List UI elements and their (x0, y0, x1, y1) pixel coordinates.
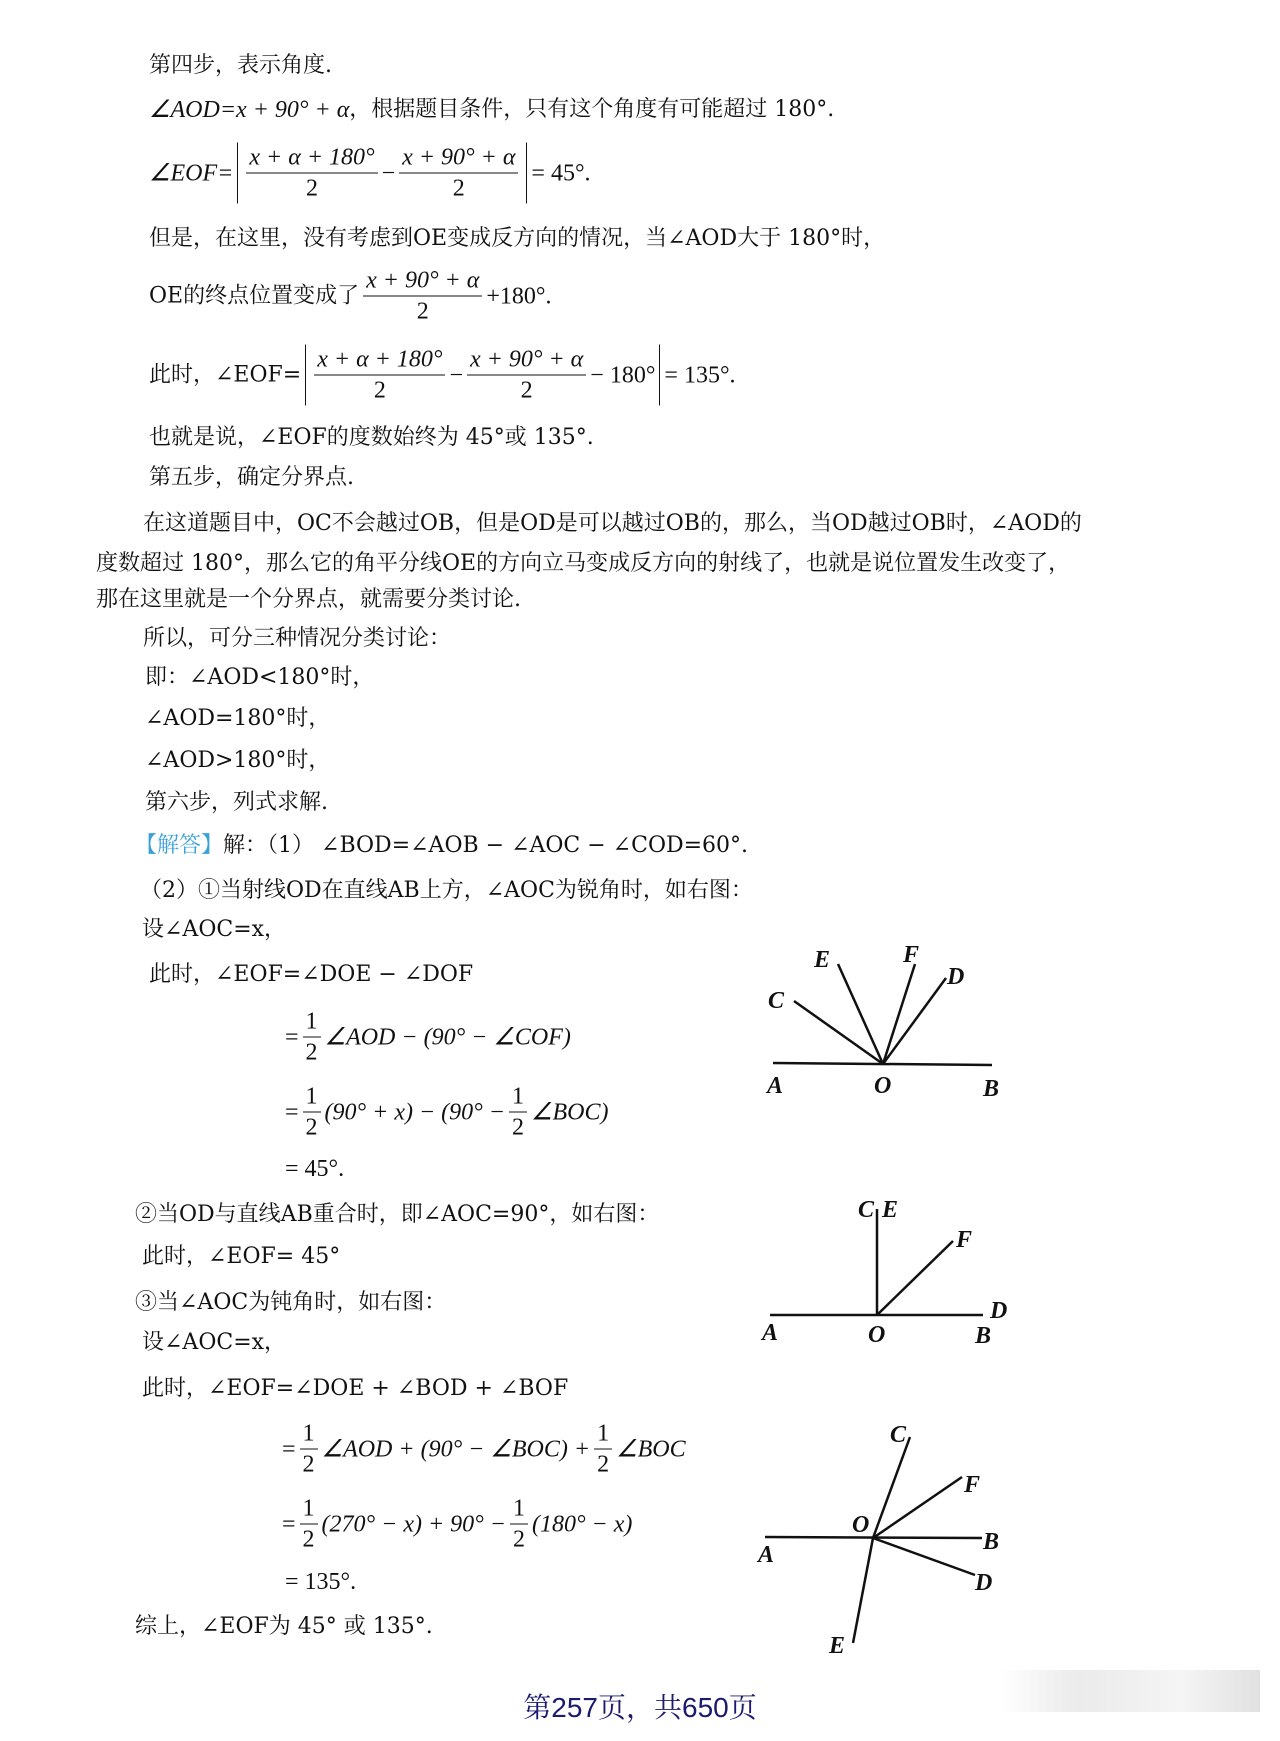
figure-2 (770, 1209, 983, 1315)
aod-expr: x + 90° + α (236, 97, 350, 123)
figure-1 (773, 964, 992, 1065)
label-d: D (975, 1570, 993, 1596)
numerator: x + 90° + α (399, 143, 518, 174)
label-c: C (768, 988, 785, 1014)
fraction (399, 143, 518, 204)
case1-title: （2）①当射线OD在直线AB上方，∠AOC为锐角时，如右图： (140, 878, 753, 903)
denominator: 2 (452, 175, 465, 202)
line-ab (765, 1537, 982, 1538)
numerator: 1 (300, 1419, 318, 1450)
expr: ∠AOD + (90° − ∠BOC) + (321, 1436, 591, 1462)
case1-eq1 (285, 1007, 571, 1068)
case1-let: 设∠AOC=x， (142, 917, 287, 942)
label-c: C (858, 1197, 875, 1223)
case3-eq3: = 135°. (285, 1569, 357, 1595)
step4-title: 第四步，表示角度. (149, 53, 332, 78)
expr: ∠BOC) (530, 1099, 609, 1125)
step6-title: 第六步，列式求解. (145, 790, 328, 815)
fraction (594, 1419, 612, 1480)
label-o: O (868, 1322, 886, 1348)
ray-od (873, 1538, 975, 1575)
fraction (363, 266, 482, 327)
denominator: 2 (306, 175, 318, 202)
case-3: ∠AOD>180°时， (145, 748, 331, 773)
fraction (300, 1494, 318, 1555)
case3-let: 设∠AOC=x， (142, 1330, 287, 1355)
case3-title: ③当∠AOC为钝角时，如右图： (135, 1290, 447, 1315)
denominator: 2 (305, 1039, 318, 1066)
aod-text: ，根据题目条件，只有这个角度有可能超过 180°. (349, 97, 835, 122)
oe-text: OE的终点位置变成了 (149, 283, 360, 308)
expr: ∠AOD − (90° − ∠COF) (324, 1024, 571, 1050)
fraction (467, 345, 586, 406)
label-b: B (983, 1076, 1000, 1102)
line-ab (773, 1063, 992, 1065)
ray-oc (873, 1437, 910, 1538)
label-e: E (814, 947, 831, 973)
expr: (180° − x) (531, 1511, 633, 1537)
case3-eq2 (282, 1494, 632, 1555)
cases-intro: 所以，可分三种情况分类讨论： (143, 626, 452, 651)
case2-title: ②当OD与直线AB重合时，即∠AOC=90°，如右图： (135, 1202, 660, 1227)
answer-tag: 【解答】 (135, 833, 224, 858)
label-o: O (852, 1512, 870, 1538)
label-d: D (990, 1298, 1008, 1324)
label-a: A (767, 1073, 784, 1099)
denominator: 2 (305, 1114, 318, 1141)
label-a: A (762, 1320, 779, 1346)
aod-lhs: ∠AOD= (149, 97, 237, 123)
ray-oc (794, 1001, 883, 1064)
page-footer: 第257页，共650页 (523, 1692, 757, 1723)
label-d: D (947, 964, 965, 990)
label-c: C (890, 1422, 907, 1448)
label-f: F (964, 1472, 981, 1498)
fraction (314, 345, 445, 406)
equals: = (282, 1511, 296, 1537)
numerator: 1 (510, 1494, 528, 1525)
denominator: 2 (512, 1526, 525, 1553)
fraction (509, 1082, 527, 1143)
label-o: O (874, 1073, 892, 1099)
ray-of (883, 964, 915, 1064)
case3-eq0: 此时，∠EOF=∠DOE + ∠BOD + ∠BOF (142, 1376, 569, 1401)
denominator: 2 (597, 1451, 610, 1478)
case-1: 即：∠AOD<180°时， (145, 665, 375, 690)
numerator: x + 90° + α (363, 266, 482, 297)
aod-expression-line (149, 96, 834, 124)
numerator: x + 90° + α (467, 345, 586, 376)
oe-rhs: +180°. (486, 283, 552, 309)
fraction (510, 1494, 528, 1555)
numerator: x + α + 180° (314, 345, 445, 376)
expr: ∠BOC (616, 1436, 686, 1462)
eof-rhs: = 45°. (531, 160, 591, 186)
label-f: F (903, 942, 920, 968)
denominator: 2 (511, 1114, 524, 1141)
fraction (303, 1007, 321, 1068)
ray-od (883, 978, 946, 1064)
case1-eq0: 此时，∠EOF=∠DOE − ∠DOF (149, 962, 474, 987)
answer-part1 (135, 832, 748, 860)
figure-1-labels (765, 942, 999, 1102)
numerator: 1 (594, 1419, 612, 1450)
oe-endpoint-line (149, 266, 552, 327)
absolute-value (305, 345, 660, 406)
minus-180: − 180° (590, 362, 656, 388)
equals: = (285, 1099, 299, 1125)
numerator: 1 (300, 1494, 318, 1525)
ray-oe (838, 964, 883, 1064)
equals: = (285, 1024, 299, 1050)
numerator: 1 (509, 1082, 527, 1113)
ray-of (877, 1241, 953, 1315)
numerator: 1 (303, 1007, 321, 1038)
denominator: 2 (520, 377, 533, 404)
label-e: E (829, 1633, 846, 1659)
expr: (270° − x) + 90° − (321, 1511, 506, 1537)
paragraph-line: 度数超过 180°，那么它的角平分线OE的方向立马变成反方向的射线了，也就是说位置发生改变了， (96, 551, 1071, 576)
conclusion: 综上，∠EOF为 45° 或 135°. (135, 1614, 433, 1639)
eof-rhs: = 135°. (664, 362, 736, 388)
figure-2-labels (760, 1197, 1007, 1349)
paragraph-line: 在这道题目中，OC不会越过OB，但是OD是可以越过OB的，那么，当OD越过OB时，∠AOD的 (143, 511, 1082, 536)
fraction (246, 143, 377, 204)
ray-oe (853, 1538, 873, 1643)
minus-sign: − (449, 362, 464, 388)
absolute-value (237, 143, 527, 204)
figure-3-labels (756, 1422, 999, 1659)
label-f: F (956, 1227, 973, 1253)
now-prefix: 此时，∠EOF= (149, 362, 302, 387)
fraction (300, 1419, 318, 1480)
case3-eq1 (282, 1419, 686, 1480)
case2-eq: 此时，∠EOF= 45° (142, 1244, 341, 1269)
paragraph-line: 那在这里就是一个分界点，就需要分类讨论. (96, 587, 521, 612)
eof-lhs: ∠EOF= (149, 160, 234, 186)
label-b: B (975, 1323, 992, 1349)
label-a: A (758, 1542, 775, 1568)
case-2: ∠AOD=180°时， (145, 706, 331, 731)
denominator: 2 (416, 298, 429, 325)
but-text: 但是，在这里，没有考虑到OE变成反方向的情况，当∠AOD大于 180°时， (149, 226, 886, 251)
figure-3 (765, 1437, 982, 1643)
denominator: 2 (302, 1451, 315, 1478)
numerator: 1 (303, 1082, 321, 1113)
equals: = (282, 1436, 296, 1462)
part1-text: 解：（1） ∠BOD=∠AOB − ∠AOC − ∠COD=60°. (223, 833, 749, 858)
case1-eq2 (285, 1082, 608, 1143)
case1-eq3: = 45°. (285, 1156, 345, 1182)
ray-of (873, 1477, 962, 1538)
fraction (303, 1082, 321, 1143)
label-e: E (882, 1197, 899, 1223)
numerator: x + α + 180° (246, 143, 377, 174)
minus-sign: − (381, 160, 396, 186)
denominator: 2 (302, 1526, 315, 1553)
step5-title: 第五步，确定分界点. (149, 465, 354, 490)
eof-formula-1 (149, 143, 591, 204)
expr: (90° + x) − (90° − (324, 1099, 505, 1125)
summary: 也就是说，∠EOF的度数始终为 45°或 135°. (149, 425, 594, 450)
label-b: B (983, 1529, 1000, 1555)
eof-formula-2 (149, 345, 736, 406)
denominator: 2 (373, 377, 386, 404)
